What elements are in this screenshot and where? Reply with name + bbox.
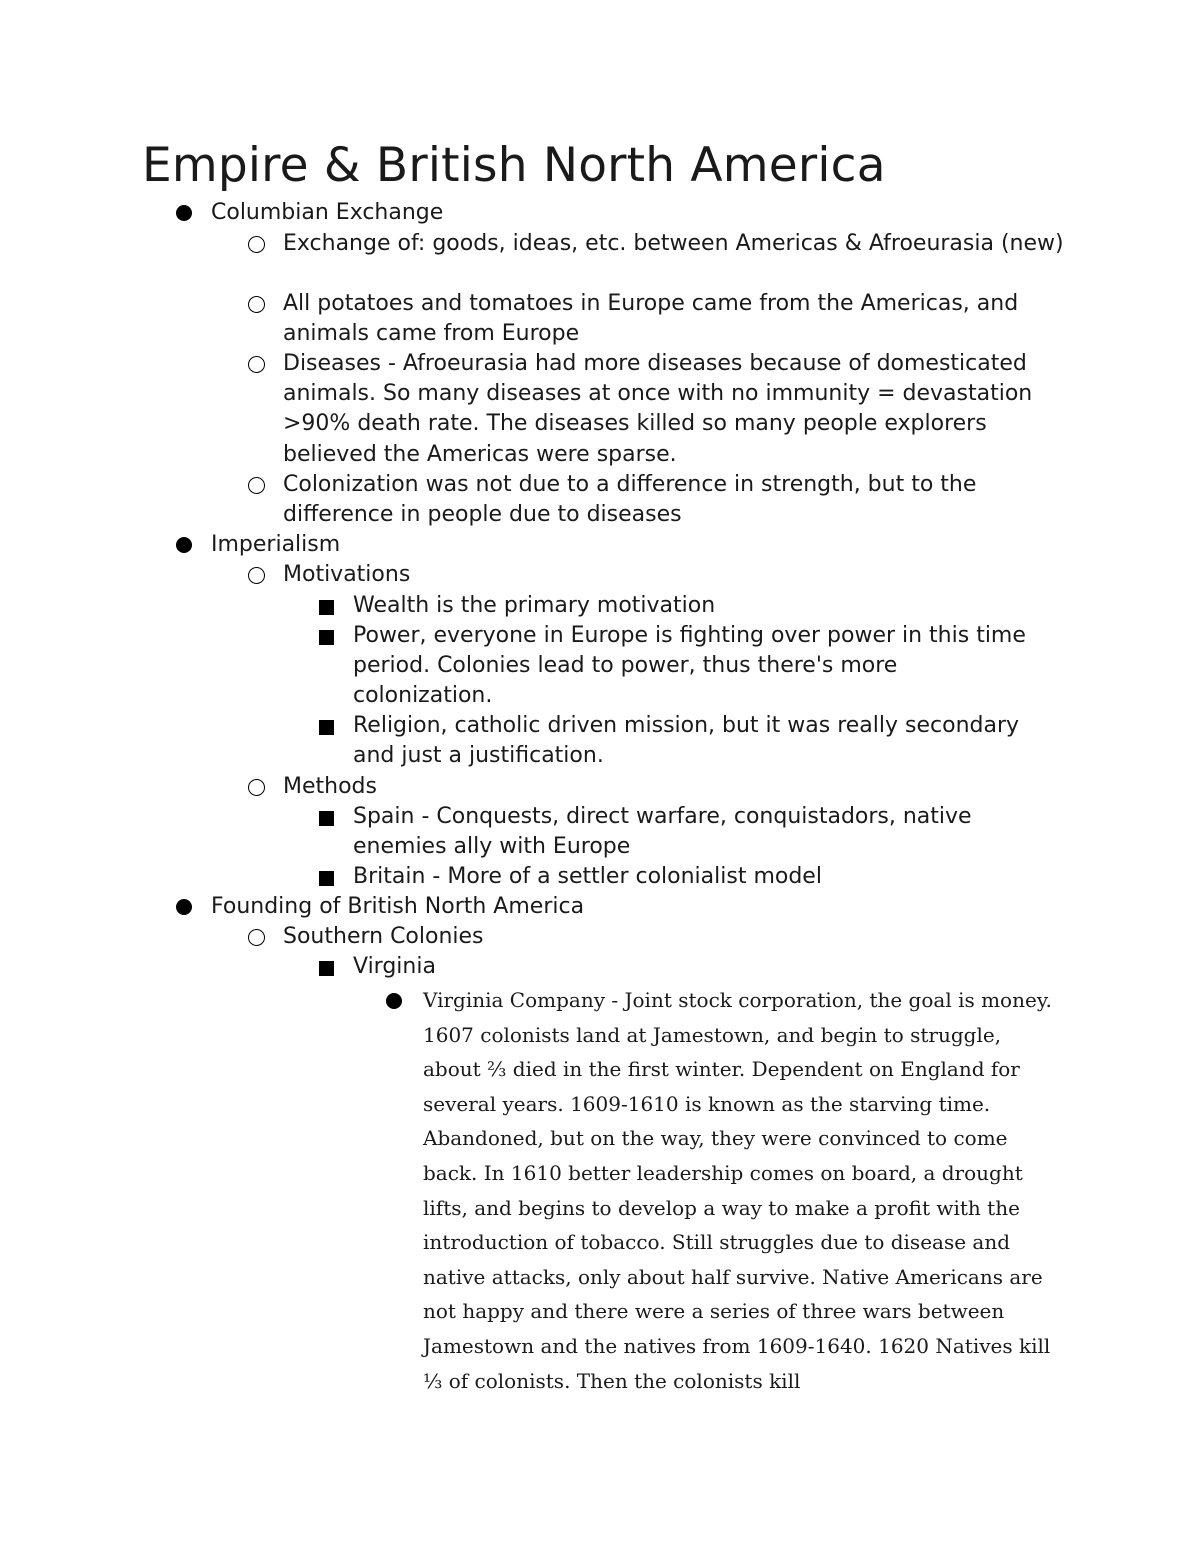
list-item (353, 591, 1043, 621)
circle-bullet-icon (248, 567, 265, 584)
list-item-text: Spain - Conquests, direct warfare, conquistadors, native enemies ally with Europe (353, 804, 972, 860)
list-item-text: Imperialism (211, 532, 341, 557)
list-item-text: Colonization was not due to a difference in strength, but to the difference in people due to diseases (283, 472, 977, 528)
list-item-text: Wealth is the primary motivation (353, 593, 716, 618)
list-item (353, 862, 1043, 892)
list-item (211, 892, 1111, 922)
list-item (211, 530, 1111, 560)
circle-bullet-icon (248, 296, 265, 313)
square-bullet-icon (319, 871, 334, 886)
list-item-text: Power, everyone in Europe is fighting over power in this time period. Colonies lead to power, thus there's more colonization. (353, 623, 1026, 709)
circle-bullet-icon (248, 779, 265, 796)
list-item-text: Founding of British North America (211, 894, 585, 919)
list-item (283, 560, 1073, 590)
square-bullet-icon (319, 961, 334, 976)
list-item (283, 349, 1073, 470)
list-item (283, 772, 1073, 802)
disc-bullet-icon (386, 993, 402, 1009)
list-item (283, 470, 1073, 530)
list-item-text: Columbian Exchange (211, 200, 444, 225)
list-item-text: All potatoes and tomatoes in Europe came from the Americas, and animals came from Europe (283, 291, 1019, 347)
square-bullet-icon (319, 630, 334, 645)
list-item-text: Virginia (353, 954, 436, 979)
list-item-text: Motivations (283, 562, 411, 587)
list-item-text: Religion, catholic driven mission, but it was really secondary and just a justification. (353, 713, 1020, 769)
list-item (353, 621, 1043, 712)
list-item-text: Diseases - Afroeurasia had more diseases because of domesticated animals. So many diseases at once with no immunity = devastation >90% death rate. The diseases killed so many people explorers believed the Americas were sparse. (283, 351, 1033, 467)
disc-bullet-icon (176, 537, 192, 553)
square-bullet-icon (319, 720, 334, 735)
square-bullet-icon (319, 811, 334, 826)
circle-bullet-icon (248, 356, 265, 373)
list-item (353, 952, 1043, 982)
list-item-text: Virginia Company - Joint stock corporation, the goal is money. 1607 colonists land at Jamestown, and begin to struggle, about ⅔ died in the first winter. Dependent on England for several years. 1609-1610 is known as the starving time. Abandoned, but on the way, they were convinced to come back. In 1610 better leadership comes on board, a drought lifts, and begins to develop a way to make a profit with the introduction of tobacco. Still struggles due to disease and native attacks, only about half survive. Native Americans are not happy and there were a series of three wars between Jamestown and the natives from 1609-1640. 1620 Natives kill ⅓ of colonists. Then the colonists kill (423, 988, 1052, 1393)
list-item (283, 229, 1073, 259)
circle-bullet-icon (248, 236, 265, 253)
list-item (283, 289, 1073, 349)
list-item-text: Britain - More of a settler colonialist model (353, 864, 822, 889)
list-item (353, 711, 1043, 771)
circle-bullet-icon (248, 929, 265, 946)
list-item (211, 198, 1111, 228)
list-item (283, 922, 1073, 952)
disc-bullet-icon (176, 205, 192, 221)
list-item-text: Methods (283, 774, 377, 799)
list-item-text: Exchange of: goods, ideas, etc. between Americas & Afroeurasia (new) (283, 231, 1064, 256)
list-item (423, 983, 1063, 1398)
list-item (353, 802, 1043, 862)
disc-bullet-icon (176, 899, 192, 915)
circle-bullet-icon (248, 477, 265, 494)
square-bullet-icon (319, 600, 334, 615)
list-item-text: Southern Colonies (283, 924, 484, 949)
page-title: Empire & British North America (142, 138, 886, 193)
